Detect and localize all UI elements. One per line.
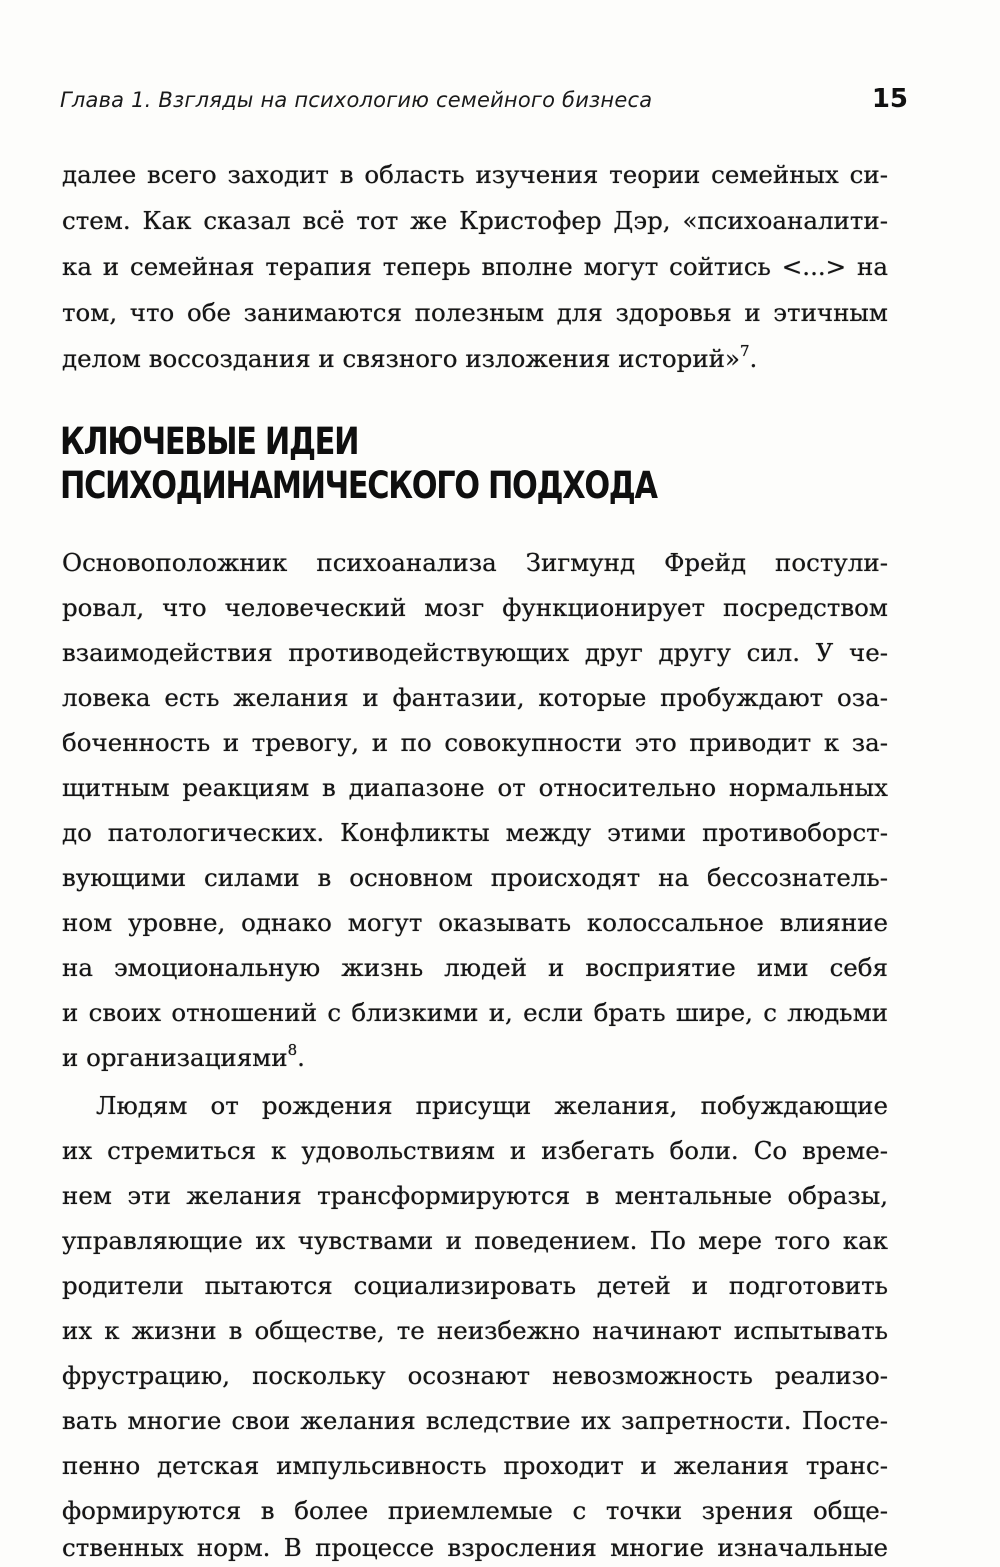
text-line: нем эти желания трансформируются в ментальные образы, <box>62 1181 888 1210</box>
text-line: ловека есть желания и фантазии, которые пробуждают оза- <box>62 683 888 712</box>
section-heading-line: КЛЮЧЕВЫЕ ИДЕИ <box>60 420 359 463</box>
line-text: и организациями <box>62 1043 288 1072</box>
text-line: взаимодействия противодействующих друг другу сил. У че- <box>62 638 888 667</box>
text-line: их стремиться к удовольствиям и избегать боли. Со време- <box>62 1136 888 1165</box>
text-line: стем. Как сказал всё тот же Кристофер Дэр, «психоаналити- <box>62 206 888 235</box>
text-line: далее всего заходит в область изучения теории семейных си- <box>62 160 888 189</box>
text-line: на эмоциональную жизнь людей и восприятие ими себя <box>62 953 888 982</box>
text-line: родители пытаются социализировать детей и подготовить <box>62 1271 888 1300</box>
chapter-running-title: Глава 1. Взгляды на психологию семейного бизнеса <box>60 88 653 112</box>
text-line: до патологических. Конфликты между этими противоборст- <box>62 818 888 847</box>
text-line: формируются в более приемлемые с точки зрения обще- <box>62 1496 888 1525</box>
text-line: их к жизни в обществе, те неизбежно начинают испытывать <box>62 1316 888 1345</box>
text-line: Основоположник психоанализа Зигмунд Фрейд постули- <box>62 548 888 577</box>
text-line: боченность и тревогу, и по совокупности это приводит к за- <box>62 728 888 757</box>
footnote-marker: 7 <box>739 341 750 360</box>
text-line: ровал, что человеческий мозг функционирует посредством <box>62 593 888 622</box>
page-number: 15 <box>871 84 908 114</box>
text-line: щитным реакциям в диапазоне от относительно нормальных <box>62 773 888 802</box>
text-line: Людям от рождения присущи желания, побуждающие <box>96 1091 888 1120</box>
text-line: вующими силами в основном происходят на бессознатель- <box>62 863 888 892</box>
section-heading-line: ПСИХОДИНАМИЧЕСКОГО ПОДХОДА <box>60 464 657 507</box>
text-line-last <box>62 1033 888 1083</box>
line-end-punctuation: . <box>749 344 758 373</box>
footnote-marker: 8 <box>287 1040 298 1059</box>
text-line: вать многие свои желания вследствие их запретности. Посте- <box>62 1406 888 1435</box>
text-line: управляющие их чувствами и поведением. По мере того как <box>62 1226 888 1255</box>
text-line: ка и семейная терапия теперь вполне могут сойтись <...> на <box>62 252 888 281</box>
text-line: ном уровне, однако могут оказывать колоссальное влияние <box>62 908 888 937</box>
text-line: том, что обе занимаются полезным для здоровья и этичным <box>62 298 888 327</box>
text-line: ственных норм. В процессе взросления многие изначальные <box>62 1533 888 1562</box>
line-end-punctuation: . <box>297 1043 305 1072</box>
text-line: фрустрацию, поскольку осознают невозможность реализо- <box>62 1361 888 1390</box>
text-line-last <box>62 334 888 384</box>
text-line: и своих отношений с близкими и, если брать шире, с людьми <box>62 998 888 1027</box>
text-line: пенно детская импульсивность проходит и желания транс- <box>62 1451 888 1480</box>
line-text: делом воссоздания и связного изложения историй» <box>62 344 740 373</box>
running-header <box>60 84 908 124</box>
